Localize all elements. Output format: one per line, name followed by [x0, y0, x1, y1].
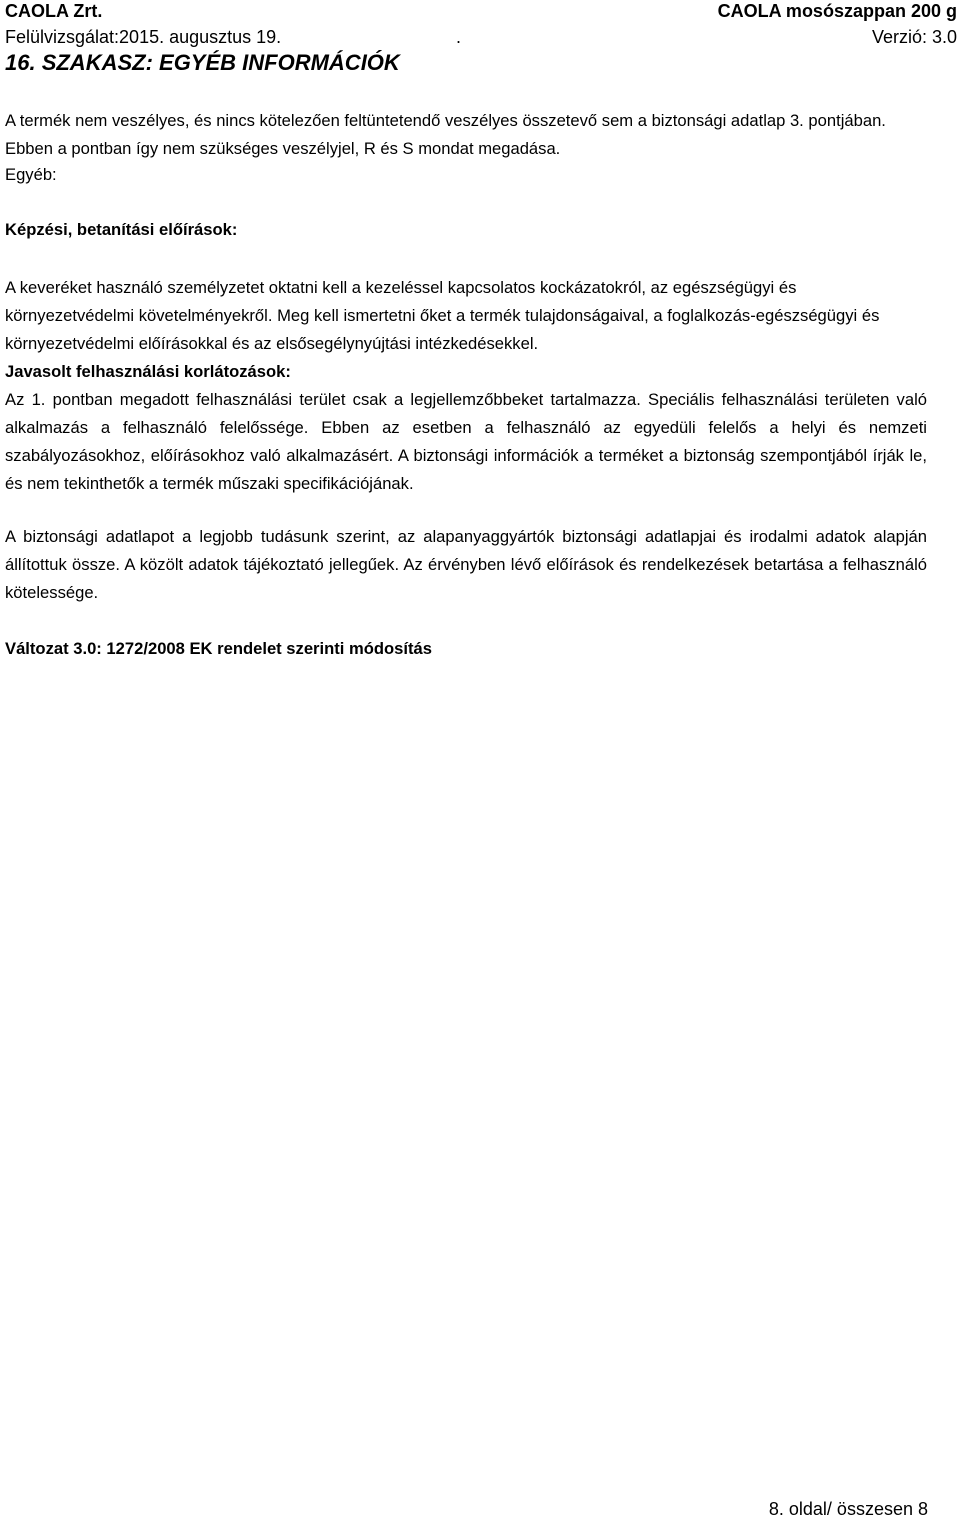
product-name: CAOLA mosószappan 200 g — [717, 1, 957, 21]
review-date: Felülvizsgálat:2015. augusztus 19. — [5, 27, 282, 47]
restrictions-paragraph: Az 1. pontban megadott felhasználási terület csak a legjellemzőbbeket tartalmazza. Speciális felhasználási területen való alkalmazás a felhasználó felelőssége. Ebben az esetben a felhasználó az egyedüli felelős a helyi és nemzeti szabályozásokhoz, előírásokhoz való alkalmazásért. A biztonsági információk a terméket a biztonság szempontjából írják le, és nem tekinthetők a termék műszaki specifikációjának. — [5, 390, 927, 493]
restrictions-heading: Javasolt felhasználási korlátozások: — [5, 362, 291, 381]
disclaimer-paragraph: A biztonsági adatlapot a legjobb tudásunk szerint, az alapanyaggyártók biztonsági adatlapjai és irodalmi adatok alapján állítottuk össze. A közölt adatok tájékoztató jellegűek. Az érvényben lévő előírások és rendelkezések betartása a felhasználó kötelessége. — [5, 527, 927, 602]
company-name: CAOLA Zrt. — [5, 1, 103, 21]
intro-paragraph: A termék nem veszélyes, és nincs kötelezően feltüntetendő veszélyes összetevő sem a biztonsági adatlap 3. pontjában. Ebben a pontban így nem szükséges veszélyjel, R és S mondat megadása. — [5, 111, 886, 158]
training-heading: Képzési, betanítási előírások: — [5, 220, 238, 239]
section-title: 16. SZAKASZ: EGYÉB INFORMÁCIÓK — [5, 50, 400, 75]
other-label: Egyéb: — [5, 165, 57, 184]
header-dot: . — [456, 27, 462, 47]
page-footer: 8. oldal/ összesen 8 — [768, 1499, 928, 1519]
training-paragraph: A keveréket használó személyzetet oktatni kell a kezeléssel kapcsolatos kockázatokról, az egészségügyi és környezetvédelmi követelményekről. Meg kell ismertetni őket a termék tulajdonságaival, a foglalkozás-egészségügyi és környezetvédelmi előírásokkal és az elsősegélynyújtási intézkedésekkel. — [5, 278, 880, 353]
version: Verzió: 3.0 — [871, 27, 957, 47]
change-note: Változat 3.0: 1272/2008 EK rendelet szerinti módosítás — [5, 639, 432, 658]
